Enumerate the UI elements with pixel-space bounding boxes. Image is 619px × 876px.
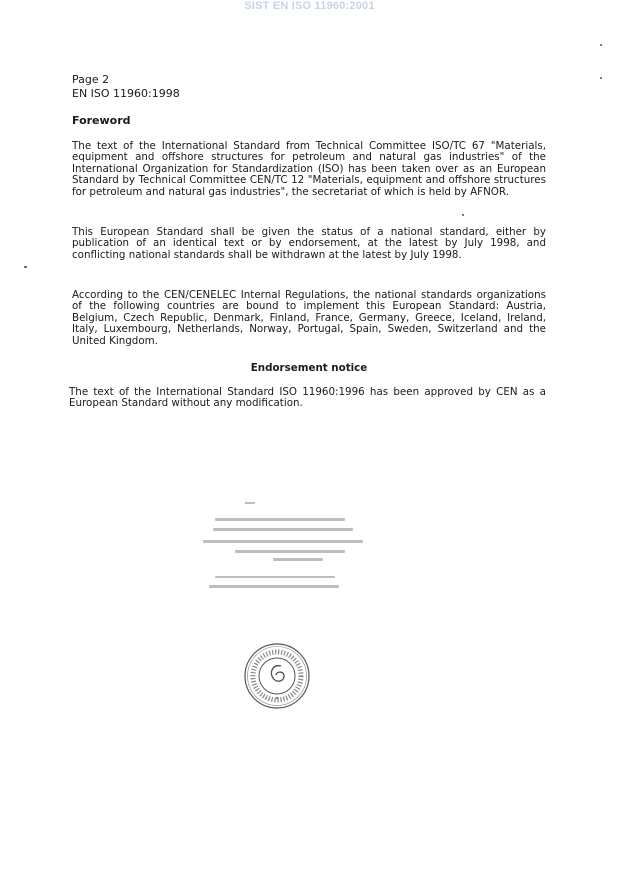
scan-speck: [24, 266, 27, 268]
scan-speck: [600, 77, 602, 79]
faded-stamp-icon: [185, 500, 375, 605]
endorsement-text: The text of the International Standard ISO 11960:1996 has been approved by CEN as a European Standard without any modification.: [69, 386, 546, 410]
page-header: [72, 73, 180, 100]
foreword-paragraph-1: The text of the International Standard from Technical Committee ISO/TC 67 "Materials, equipment and offshore structures for petroleum and natural gas industries" of the International Organization for Standardization (ISO) has been taken over as an European Standard by Technical Committee CEN/TC 12 "Materials, equipment and offshore structures for petroleum and natural gas industries", the secretariat of which is held by AFNOR.: [72, 140, 546, 198]
foreword-heading: Foreword: [72, 114, 131, 127]
scan-speck: [600, 44, 602, 46]
scan-speck: [462, 214, 464, 216]
official-seal-icon: [243, 642, 311, 710]
watermark: SIST EN ISO 11960:2001: [244, 0, 375, 12]
standard-id: EN ISO 11960:1998: [72, 86, 180, 100]
page-number: Page 2: [72, 73, 110, 86]
foreword-paragraph-2: This European Standard shall be given the status of a national standard, either by publication of an identical text or by endorsement, at the latest by July 1998, and conflicting national standards shall be withdrawn at the latest by July 1998.: [72, 226, 546, 261]
endorsement-heading: Endorsement notice: [250, 362, 368, 374]
foreword-paragraph-3: According to the CEN/CENELEC Internal Regulations, the national standards organizations of the following countries are bound to implement this European Standard: Austria, Belgium, Czech Republic, Denmark, Finland, France, Germany, Greece, Iceland, Ireland, Italy, Luxembourg, Netherlands, Norway, Portugal, Spain, Sweden, Switzerland and the United Kingdom.: [72, 289, 546, 347]
